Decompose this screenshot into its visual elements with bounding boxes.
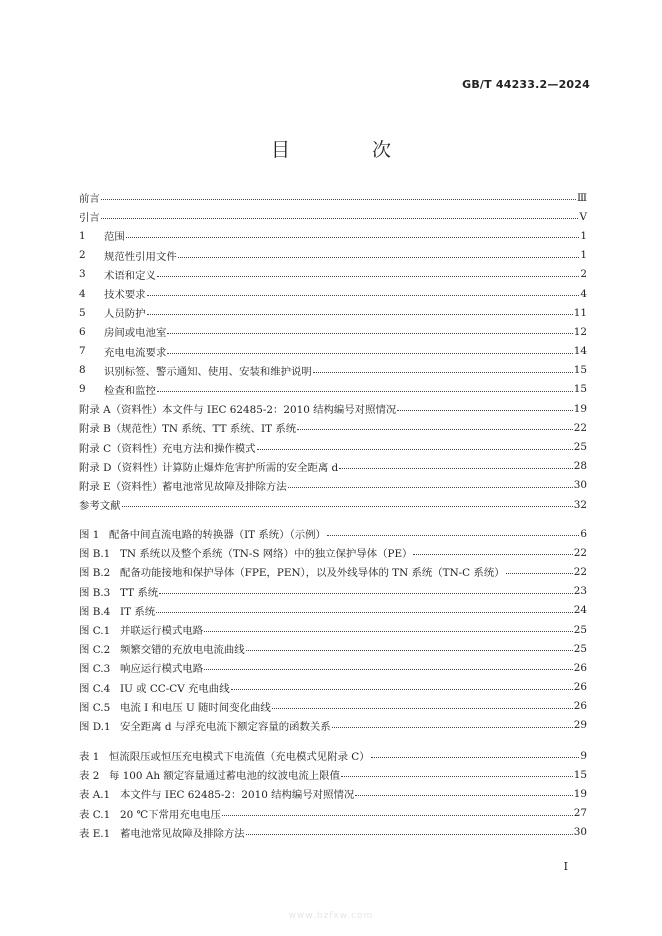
toc-entry-page: 1 — [580, 229, 587, 242]
toc-entry-title: 充电电流要求 — [104, 346, 167, 359]
toc-leader-dots — [288, 487, 573, 488]
toc-entry-page: 11 — [573, 306, 587, 319]
toc-entry[interactable] — [79, 322, 587, 341]
toc-entry-title: TT 系统 — [120, 586, 159, 599]
toc-leader-dots — [126, 237, 580, 238]
toc-entry-number: 图 C.1 — [79, 625, 111, 638]
toc-leader-dots — [222, 815, 573, 816]
toc-entry-number: 2 — [79, 249, 86, 262]
toc-entry[interactable] — [79, 342, 587, 361]
toc-leader-dots — [413, 554, 572, 555]
toc-leader-dots — [332, 727, 573, 728]
toc-leader-dots — [122, 506, 573, 507]
toc-entry[interactable] — [79, 784, 587, 803]
toc-leader-dots — [297, 429, 573, 430]
toc-entry[interactable] — [79, 399, 587, 418]
toc-leader-dots — [339, 468, 573, 469]
toc-entry-number: 附录 A（资料性） — [79, 404, 163, 417]
toc-leader-dots — [246, 650, 573, 651]
toc-leader-dots — [272, 708, 573, 709]
toc-entry-title: IU 或 CC-CV 充电曲线 — [120, 682, 230, 695]
toc-entry-number: 图 B.1 — [79, 548, 111, 561]
toc-entry[interactable] — [79, 716, 587, 735]
toc-leader-dots — [204, 631, 573, 632]
toc-entry[interactable] — [79, 207, 587, 226]
toc-entry-number: 9 — [79, 383, 86, 396]
toc-entry-number: 5 — [79, 306, 86, 319]
toc-entry-number: 图 C.4 — [79, 682, 111, 695]
toc-entry-page: 22 — [573, 421, 587, 434]
toc-entry-page: 25 — [573, 642, 587, 655]
toc-leader-dots — [147, 314, 573, 315]
toc-entry-title: 房间或电池室 — [104, 327, 167, 340]
toc-entry[interactable] — [79, 620, 587, 639]
toc-entry-title: 本文件与 IEC 62485-2：2010 结构编号对照情况 — [162, 404, 397, 417]
watermark: www.bzfxw.com — [288, 911, 374, 921]
toc-entry-page: 24 — [573, 604, 587, 617]
toc-entry[interactable] — [79, 524, 587, 543]
toc-entry[interactable] — [79, 361, 587, 380]
toc-figures — [79, 524, 587, 735]
toc-entry-number: 7 — [79, 345, 86, 358]
toc-entry[interactable] — [79, 697, 587, 716]
toc-leader-dots — [204, 669, 573, 670]
toc-entry-title: 响应运行模式电路 — [120, 663, 204, 676]
toc-entry-page: 25 — [573, 441, 587, 454]
toc-chapters — [79, 188, 587, 514]
toc-entry-title: 参考文献 — [79, 500, 121, 513]
toc-leader-dots — [327, 535, 579, 536]
toc-entry[interactable] — [79, 562, 587, 581]
toc-leader-dots — [101, 218, 579, 219]
toc-entry-page: 15 — [573, 364, 587, 377]
toc-entry-title: 技术要求 — [104, 289, 146, 302]
toc-entry-title: 并联运行模式电路 — [120, 625, 204, 638]
toc-entry-title: 规范性引用文件 — [104, 250, 177, 263]
toc-entry-page: 23 — [573, 585, 587, 598]
toc-leader-dots — [178, 257, 580, 258]
toc-leader-dots — [167, 333, 572, 334]
toc-entry[interactable] — [79, 678, 587, 697]
toc-entry-page: Ⅲ — [576, 191, 587, 204]
toc-entry-page: 27 — [573, 807, 587, 820]
toc-entry-page: 14 — [573, 345, 587, 358]
toc-entry-number: 图 C.5 — [79, 701, 111, 714]
toc-entry-title: 引言 — [79, 212, 100, 225]
toc-entry-title: 频繁交错的充放电电流曲线 — [120, 644, 245, 657]
toc-entry-number: 附录 C（资料性） — [79, 442, 163, 455]
toc-entry-page: 30 — [573, 479, 587, 492]
toc-entry-title: 范围 — [104, 231, 125, 244]
toc-entry[interactable] — [79, 746, 587, 765]
toc-leader-dots — [355, 795, 573, 796]
toc-entry-title: 蓄电池常见故障及排除方法 — [120, 827, 245, 840]
toc-tables — [79, 746, 587, 842]
toc-entry-number: 图 B.2 — [79, 567, 111, 580]
toc-entry-title: 配备功能接地和保护导体（FPE，PEN），以及外线导体的 TN 系统（TN-C 系统） — [120, 567, 505, 580]
toc-entry-page: 19 — [573, 402, 587, 415]
toc-entry[interactable] — [79, 418, 587, 437]
toc-entry[interactable] — [79, 284, 587, 303]
toc-entry-page: 32 — [573, 498, 587, 511]
toc-entry[interactable] — [79, 823, 587, 842]
toc-entry-title: 识别标签、警示通知、使用、安装和维护说明 — [104, 365, 312, 378]
toc-entry-title: 配备中间直流电路的转换器（IT 系统）（示例） — [109, 529, 326, 542]
toc-entry-title: 电流 I 和电压 U 随时间变化曲线 — [120, 701, 271, 714]
toc-entry[interactable] — [79, 457, 587, 476]
toc-entry-page: 15 — [573, 383, 587, 396]
toc-entry-number: 附录 D（资料性） — [79, 461, 164, 474]
toc-leader-dots — [156, 612, 573, 613]
toc-entry[interactable] — [79, 265, 587, 284]
toc-entry-page: 26 — [573, 700, 587, 713]
toc-entry-page: 29 — [573, 719, 587, 732]
toc-entry[interactable] — [79, 188, 587, 207]
toc-entry-title: TN 系统、TT 系统、IT 系统 — [162, 423, 297, 436]
toc-entry-title: 蓄电池常见故障及排除方法 — [162, 480, 287, 493]
toc-entry-number: 图 D.1 — [79, 720, 111, 733]
toc-leader-dots — [159, 593, 573, 594]
toc-leader-dots — [231, 689, 573, 690]
toc-entry-number: 附录 E（资料性） — [79, 480, 163, 493]
toc-entry-page: 19 — [573, 787, 587, 800]
toc-entry[interactable] — [79, 380, 587, 399]
toc-entry-number: 图 B.4 — [79, 605, 111, 618]
page-title: 目 次 — [270, 139, 430, 161]
toc-entry-number: 表 A.1 — [79, 789, 111, 802]
toc-entry-title: 充电方法和操作模式 — [162, 442, 256, 455]
toc-entry-number: 表 E.1 — [79, 827, 111, 840]
toc-entry-title: 本文件与 IEC 62485-2：2010 结构编号对照情况 — [120, 789, 355, 802]
toc-entry-page: Ⅴ — [579, 210, 587, 223]
toc-entry-title: 计算防止爆炸危害护所需的安全距离 d — [162, 461, 339, 474]
toc-entry-title: 前言 — [79, 193, 100, 206]
toc-leader-dots — [397, 410, 573, 411]
toc-leader-dots — [147, 295, 580, 296]
toc-entry-title: 人员防护 — [104, 308, 146, 321]
toc-leader-dots — [167, 353, 572, 354]
toc-leader-dots — [101, 199, 576, 200]
toc-entry-page: 26 — [573, 681, 587, 694]
toc-entry-number: 附录 B（规范性） — [79, 423, 163, 436]
page-number: I — [563, 860, 568, 873]
toc-entry-page: 28 — [573, 460, 587, 473]
toc-entry-number: 表 1 — [79, 751, 100, 764]
toc-entry[interactable] — [79, 601, 587, 620]
toc-entry[interactable] — [79, 639, 587, 658]
toc-entry-page: 30 — [573, 826, 587, 839]
toc-entry-title: IT 系统 — [120, 605, 156, 618]
toc-leader-dots — [371, 757, 580, 758]
toc-entry-title: 恒流限压或恒压充电模式下电流值（充电模式见附录 C） — [109, 751, 370, 764]
toc-entry-page: 15 — [573, 768, 587, 781]
toc-entry-page: 26 — [573, 661, 587, 674]
toc-entry-number: 图 C.2 — [79, 644, 111, 657]
toc-leader-dots — [341, 776, 573, 777]
toc-leader-dots — [157, 391, 573, 392]
toc-entry-page: 25 — [573, 623, 587, 636]
toc-entry-title: 检查和监控 — [104, 384, 156, 397]
toc-entry[interactable] — [79, 765, 587, 784]
toc-entry-number: 3 — [79, 268, 86, 281]
toc-leader-dots — [257, 449, 573, 450]
toc-entry-number: 表 C.1 — [79, 808, 111, 821]
toc-entry-number: 图 C.3 — [79, 663, 111, 676]
toc-entry[interactable] — [79, 495, 587, 514]
toc-entry-title: 术语和定义 — [104, 269, 156, 282]
toc-entry[interactable] — [79, 303, 587, 322]
toc-entry-number: 图 1 — [79, 529, 100, 542]
toc-entry[interactable] — [79, 246, 587, 265]
toc-entry-number: 表 2 — [79, 770, 100, 783]
toc-entry-page: 4 — [580, 287, 587, 300]
toc-leader-dots — [246, 834, 573, 835]
toc-entry[interactable] — [79, 226, 587, 245]
toc-entry-number: 8 — [79, 364, 86, 377]
toc-entry-page: 12 — [573, 325, 587, 338]
toc-entry-number: 6 — [79, 325, 86, 338]
toc-leader-dots — [506, 573, 573, 574]
toc-entry-number: 1 — [79, 229, 86, 242]
toc-entry[interactable] — [79, 476, 587, 495]
toc-entry-page: 1 — [580, 249, 587, 262]
standard-code: GB/T 44233.2—2024 — [462, 78, 590, 91]
toc-entry-page: 6 — [580, 527, 587, 540]
toc-entry-page: 9 — [580, 749, 587, 762]
toc-entry-title: TN 系统以及整个系统（TN-S 网络）中的独立保护导体（PE） — [120, 548, 413, 561]
toc-entry[interactable] — [79, 804, 587, 823]
toc-entry-page: 22 — [573, 565, 587, 578]
toc-entry-title: 安全距离 d 与浮充电流下额定容量的函数关系 — [120, 720, 331, 733]
toc-entry-page: 22 — [573, 546, 587, 559]
toc-entry[interactable] — [79, 582, 587, 601]
toc-entry[interactable] — [79, 543, 587, 562]
toc-entry-number: 图 B.3 — [79, 586, 111, 599]
toc-entry[interactable] — [79, 437, 587, 456]
toc-entry-title: 20 ℃下常用充电电压 — [120, 808, 221, 821]
toc-entry-page: 2 — [580, 268, 587, 281]
toc-leader-dots — [157, 276, 579, 277]
toc-leader-dots — [313, 372, 573, 373]
toc-entry-number: 4 — [79, 287, 86, 300]
toc-entry-title: 每 100 Ah 额定容量通过蓄电池的纹波电流上限值 — [109, 770, 340, 783]
toc-entry[interactable] — [79, 658, 587, 677]
